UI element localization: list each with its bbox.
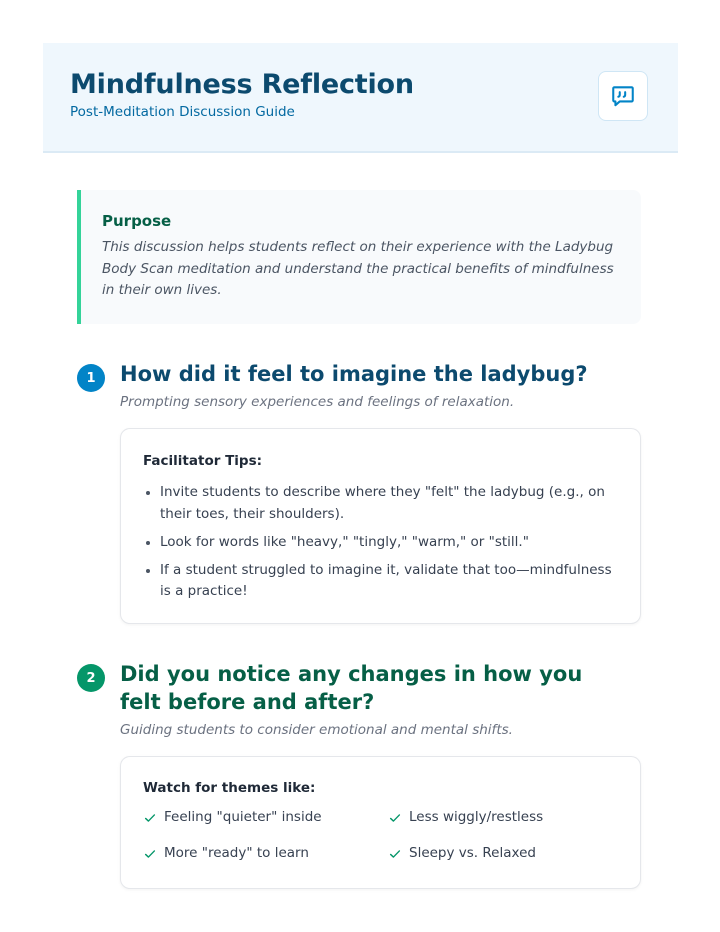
- check-icon: [143, 811, 157, 825]
- question-title: Did you notice any changes in how you felt before and after?: [120, 662, 583, 714]
- card-title: Watch for themes like:: [143, 780, 316, 796]
- theme-text: Sleepy vs. Relaxed: [409, 845, 536, 861]
- question-subtitle: Guiding students to consider emotional and mental shifts.: [120, 722, 513, 738]
- purpose-text: This discussion helps students reflect on their experience with the Ladybug Body Scan meditation and understand the practical benefits of mindfulness in their own lives.: [102, 239, 614, 298]
- theme-text: Less wiggly/restless: [409, 809, 544, 825]
- theme-text: Feeling "quieter" inside: [164, 809, 322, 825]
- quote-chat-icon: [610, 83, 636, 109]
- bullet-icon: [146, 541, 150, 545]
- purpose-title: Purpose: [102, 212, 172, 230]
- theme-item: [388, 808, 618, 827]
- list-item: [143, 482, 618, 525]
- purpose-box: [77, 190, 641, 324]
- tips-list: [143, 482, 618, 603]
- bullet-icon: [146, 569, 150, 573]
- header-icon-container: [598, 71, 648, 121]
- theme-text: More "ready" to learn: [164, 845, 309, 861]
- theme-item: [143, 808, 388, 827]
- question-number-badge: 2: [77, 664, 105, 692]
- page-header: [43, 43, 678, 153]
- question-title: How did it feel to imagine the ladybug?: [120, 362, 588, 386]
- themes-grid: [143, 808, 618, 863]
- check-icon: [143, 847, 157, 861]
- page-subtitle: Post-Meditation Discussion Guide: [70, 104, 295, 120]
- themes-card: [120, 756, 641, 889]
- card-title: Facilitator Tips:: [143, 453, 263, 469]
- question-subtitle: Prompting sensory experiences and feelings of relaxation.: [120, 394, 515, 410]
- question-number-badge: 1: [77, 364, 105, 392]
- list-item: [143, 560, 618, 603]
- list-item: [143, 532, 618, 554]
- bullet-icon: [146, 491, 150, 495]
- tip-text: Invite students to describe where they "felt" the ladybug (e.g., on their toes, their shoulders).: [160, 484, 605, 522]
- tip-text: If a student struggled to imagine it, validate that too—mindfulness is a practice!: [160, 561, 612, 599]
- page-title: Mindfulness Reflection: [70, 69, 414, 100]
- tip-text: Look for words like "heavy," "tingly," "warm," or "still.": [160, 533, 529, 550]
- theme-item: [388, 844, 618, 863]
- facilitator-tips-card: [120, 428, 641, 624]
- theme-item: [143, 844, 388, 863]
- check-icon: [388, 811, 402, 825]
- check-icon: [388, 847, 402, 861]
